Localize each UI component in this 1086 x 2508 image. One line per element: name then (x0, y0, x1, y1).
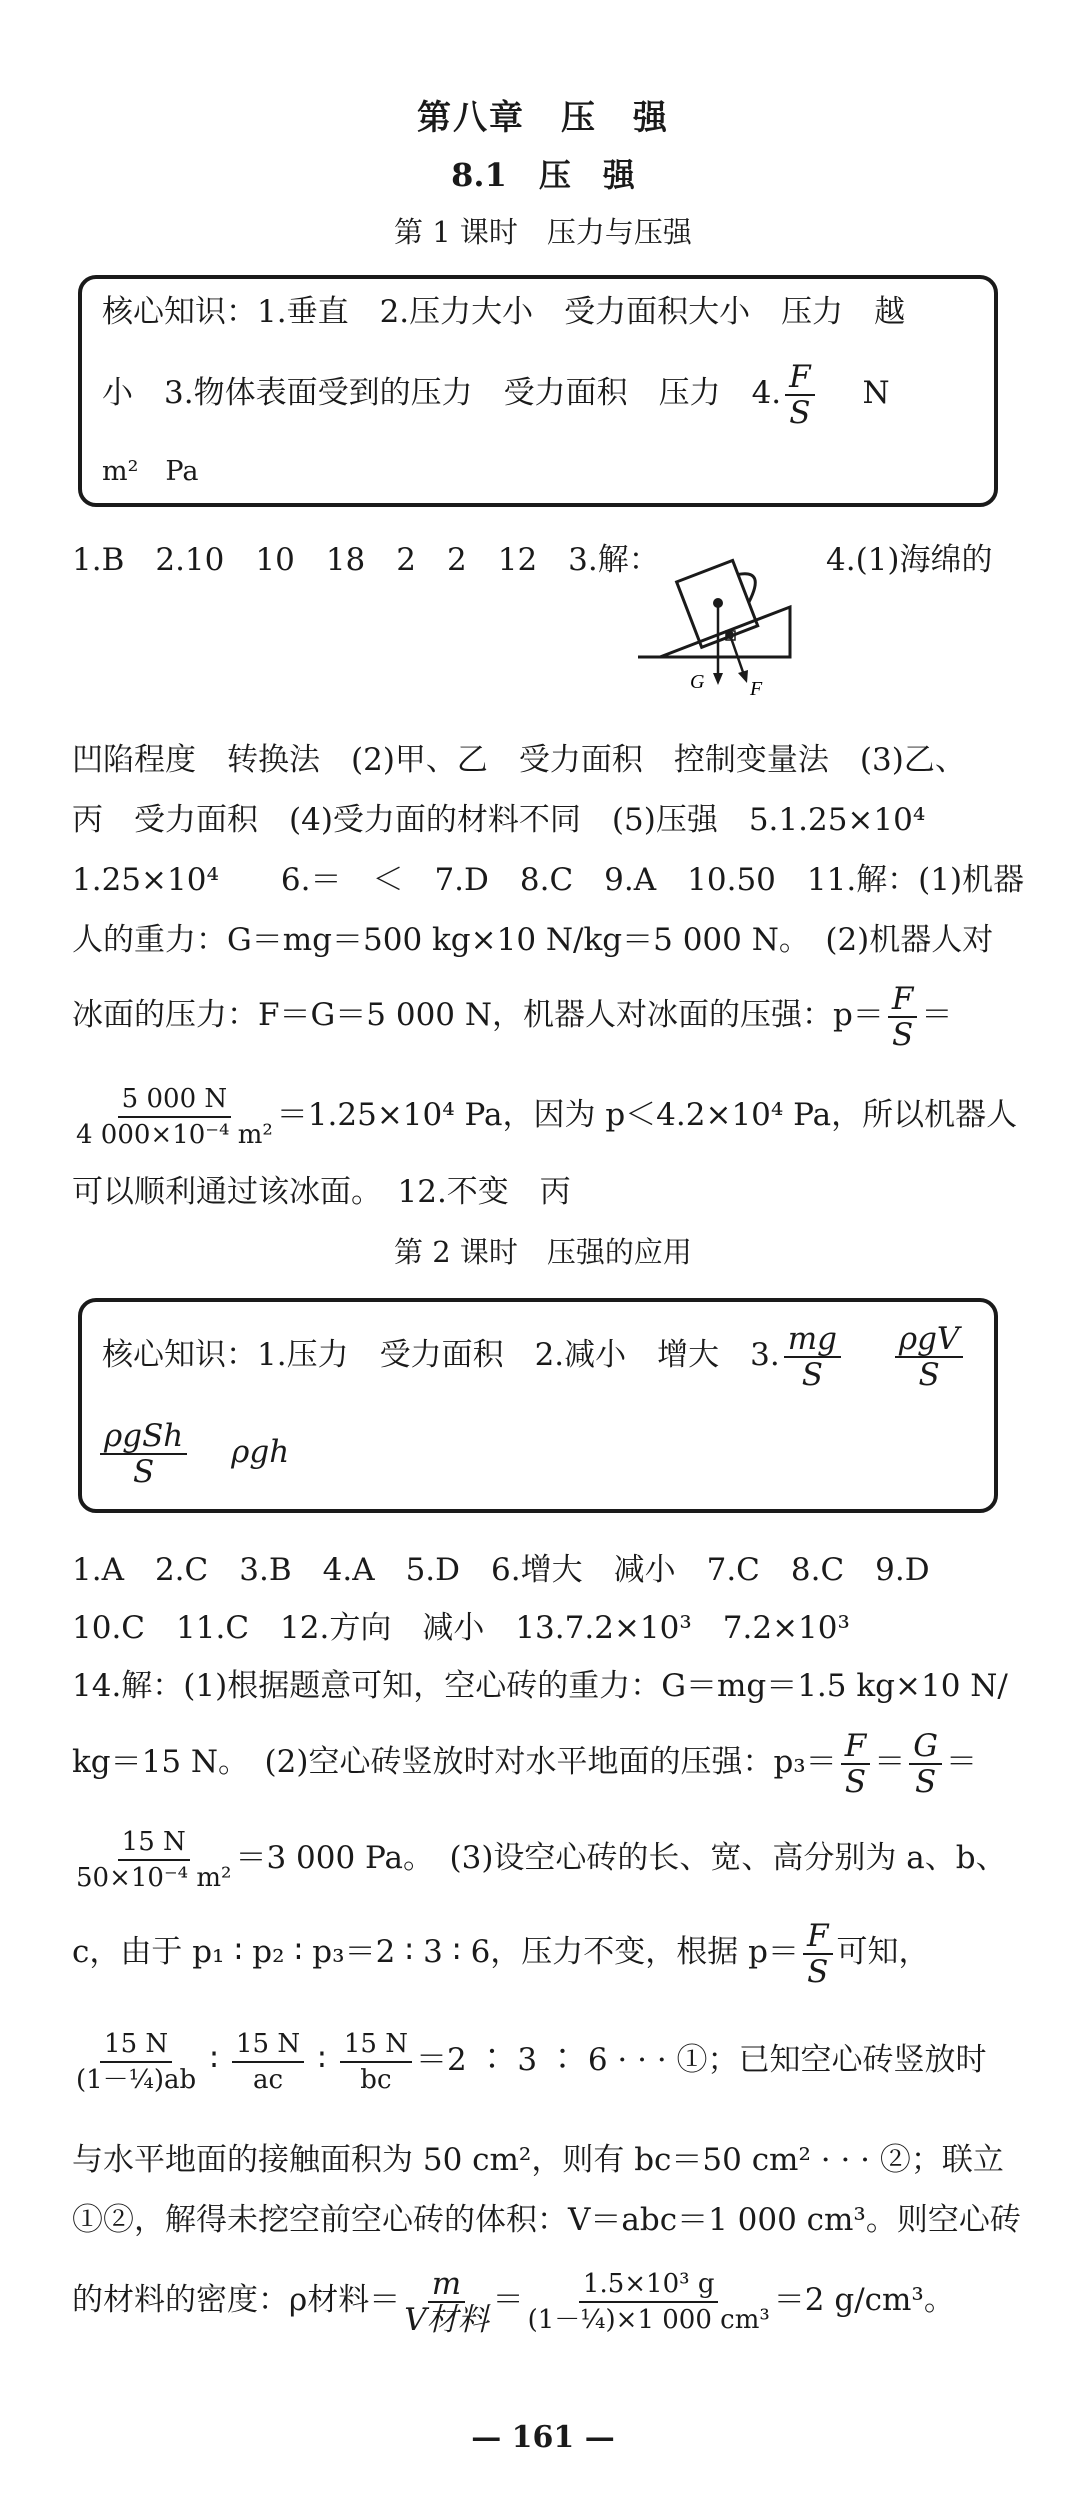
answers1-row6-text: 冰面的压力：F＝G＝5 000 N，机器人对冰面的压强：p＝ (72, 997, 884, 1033)
lesson2-title: 第 2 课时 压强的应用 (394, 1235, 692, 1269)
answers2-row6-suffix: 可知， (836, 1934, 930, 1970)
answers2-row6-num: F (803, 1919, 833, 1955)
answers2-row10-f1-den: V材料 (404, 2301, 489, 2338)
answers2-row6-text: c，由于 p₁ ∶ p₂ ∶ p₃＝2 ∶ 3 ∶ 6，压力不变，根据 p＝ (72, 1934, 800, 1970)
box1-frac-den: S (789, 394, 811, 431)
answers2-row7-frac2 (232, 2027, 304, 2097)
answers2-row10-frac2 (528, 2267, 770, 2337)
answers2-row7: $\frac{15 N}{\text{(1－¼)ab}}$ ∶ $\frac{15 N}{ac}$ ∶ $\frac{15 N}{bc}$ ＝2 ∶ 3 ∶ 6 · · · ①；已知空心砖竖放时 (76, 2028, 987, 2095)
answers2-row7-frac3 (340, 2027, 412, 2097)
answers2-row6-frac (803, 1919, 833, 1989)
answers1-row7 (72, 1075, 1017, 1155)
label-g: G (690, 671, 705, 693)
box2-f1-num: mg (784, 1322, 841, 1358)
box2-f3-num: ρgSh (100, 1419, 187, 1455)
answers2-row5-frac (76, 1825, 231, 1895)
answers2-row6 (72, 1912, 930, 1992)
box1-line3: m² Pa (102, 456, 199, 487)
answers1-row6-suffix: ＝ (921, 997, 953, 1033)
box2-f3-den: S (133, 1453, 155, 1490)
answers2-row10: 的材料的密度：ρ材料＝ $\frac{m}{\text{V材料}}$ ＝ $\frac{\text{1.5×10³ g}}{\text{(1－¼)×1 000 cm³}}$ ＝2 g/cm³。 (72, 2265, 955, 2338)
answers1-row2: 凹陷程度 转换法 (2)甲、乙 受力面积 控制变量法 (3)乙、 (72, 742, 966, 778)
gravity-arrow-head (713, 673, 723, 685)
force-diagram (630, 545, 820, 695)
page-number: — 161 — (471, 2420, 615, 2455)
box1-unit-n: N (862, 375, 890, 411)
answers2-row10-f2-num: 1.5×10³ g (579, 2267, 719, 2303)
pressure-arrow (730, 635, 744, 675)
box2-line1-text: 核心知识：1.压力 受力面积 2.减小 增大 3. (102, 1337, 780, 1373)
answers2-row4-f1-num: F (841, 1729, 871, 1765)
label-f: F (750, 678, 763, 695)
box1-frac-num: F (785, 360, 815, 396)
answers2-row5-suffix: ＝3 000 Pa。 (3)设空心砖的长、宽、高分别为 a、b、 (235, 1840, 1007, 1876)
answers1-row1-left: 1.B 2.10 10 18 2 2 12 3.解： (72, 542, 660, 578)
answers2-row4-frac2 (909, 1729, 942, 1799)
answers2-row2: 10.C 11.C 12.方向 减小 13.7.2×10³ 7.2×10³ (72, 1610, 850, 1646)
answers2-row10-frac1 (404, 2267, 488, 2337)
incline (660, 607, 790, 657)
answers2-row7-f2-den: ac (252, 2064, 284, 2095)
answers2-row7-f2-num: 15 N (232, 2027, 304, 2063)
answers2-row10-suffix: ＝2 g/cm³。 (773, 2282, 955, 2318)
answers2-row5 (72, 1818, 1007, 1898)
answers1-row4: 1.25×10⁴ 6.＝ ＜ 7.D 8.C 9.A 10.50 11.解：(1)机器 (72, 862, 1025, 898)
answers2-row4-text: kg＝15 N。 (2)空心砖竖放时对水平地面的压强：p₃＝ (72, 1744, 837, 1780)
answers2-row10-f2-den: (1－¼)×1 000 cm³ (527, 2304, 770, 2335)
answers1-row6-num: F (888, 982, 918, 1018)
answers2-row7-f1-num: 15 N (100, 2027, 172, 2063)
answers1-row6-den: S (891, 1016, 914, 1053)
answers2-row5-num: 15 N (118, 1825, 190, 1861)
box2-f2-den: S (918, 1356, 940, 1393)
answers2-row4-frac1 (841, 1729, 871, 1799)
section-title: 8.1 压 强 (451, 156, 635, 194)
answers1-row7-suffix: ＝1.25×10⁴ Pa，因为 p＜4.2×10⁴ Pa，所以机器人 (276, 1097, 1018, 1133)
answers1-row3: 丙 受力面积 (4)受力面的材料不同 (5)压强 5.1.25×10⁴ (72, 802, 926, 838)
answers2-row4: kg＝15 N。 (2)空心砖竖放时对水平地面的压强：p₃＝ $\frac{F}{S}$ ＝ $\frac{G}{S}$ ＝ (72, 1727, 978, 1800)
answers2-row4-f2-den: S (915, 1763, 937, 1800)
answers1-row1-right: 4.(1)海绵的 (826, 542, 993, 578)
answers2-row1: 1.A 2.C 3.B 4.A 5.D 6.增大 减小 7.C 8.C 9.D (72, 1552, 930, 1588)
box1-line2 (102, 358, 890, 430)
answers2-row4-f1-den: S (844, 1763, 867, 1800)
answers2-row5-den: 50×10⁻⁴ m² (76, 1862, 232, 1893)
answers2-row6-den: S (807, 1953, 829, 1990)
box2-line1 (102, 1315, 967, 1395)
answers2-row7-suffix: ＝2 ∶ 3 ∶ 6 · · · ①；已知空心砖竖放时 (415, 2042, 987, 2078)
answers2-row7-f3-den: bc (360, 2064, 392, 2095)
box1-fraction (785, 360, 815, 430)
answers2-row7-f1-den: (1－¼)ab (76, 2064, 197, 2095)
answers2-row9: ①②，解得未挖空前空心砖的体积：V＝abc＝1 000 cm³。则空心砖 (72, 2202, 1021, 2238)
answers1-row6 (72, 975, 952, 1055)
box2-f1-den: S (801, 1356, 823, 1393)
answers1-row7-frac (76, 1082, 273, 1152)
answers2-row7-f3-num: 15 N (340, 2027, 412, 2063)
answers2-row10-text: 的材料的密度：ρ材料＝ (72, 2282, 401, 2318)
answers2-row8: 与水平地面的接触面积为 50 cm²，则有 bc＝50 cm² · · · ②；联立 (72, 2142, 1004, 2178)
box2-frac-2 (895, 1322, 963, 1392)
box2-line2 (96, 1412, 289, 1492)
answers1-row8: 可以顺利通过该冰面。 12.不变 丙 (72, 1174, 571, 1210)
answers2-row4-f2-num: G (909, 1729, 942, 1765)
box2-f2-num: ρgV (895, 1322, 963, 1358)
answers1-row5: 人的重力：G＝mg＝500 kg×10 N/kg＝5 000 N。 (2)机器人对 (72, 922, 994, 958)
chapter-title: 第八章 压 强 (417, 98, 669, 138)
pressure-arrow-head (738, 670, 748, 683)
answers2-row7-frac1 (76, 2027, 196, 2097)
answers2-row3: 14.解：(1)根据题意可知，空心砖的重力：G＝mg＝1.5 kg×10 N/ (72, 1668, 1008, 1704)
box2-frac-1 (784, 1322, 841, 1392)
answers1-row7-den: 4 000×10⁻⁴ m² (76, 1119, 273, 1150)
box2-frac-3 (100, 1419, 187, 1489)
lesson1-title: 第 1 课时 压力与压强 (394, 215, 692, 249)
box1-line2-text: 小 3.物体表面受到的压力 受力面积 压力 4. (102, 375, 782, 411)
answers2-row10-f1-num: m (428, 2267, 465, 2303)
box1-line1: 核心知识：1.垂直 2.压力大小 受力面积大小 压力 越 (102, 294, 906, 330)
answers1-row6-frac (888, 982, 918, 1052)
box2-rho-g-h: ρgh (231, 1434, 290, 1470)
answers1-row7-num: 5 000 N (118, 1082, 231, 1118)
